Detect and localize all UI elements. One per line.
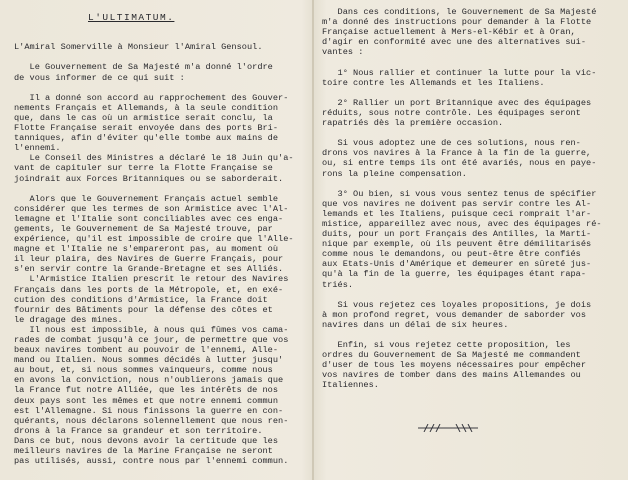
text-line: que, dans le cas où un armistice serait conclu, la bbox=[14, 112, 273, 123]
text-line: Alors que le Gouvernement Français actuel semble bbox=[14, 193, 279, 204]
text-line: triés. bbox=[322, 279, 354, 290]
text-line: le dragage des mines. bbox=[14, 314, 123, 325]
text-line: rons la pleine compensation. bbox=[322, 168, 467, 179]
text-line: Il a donné son accord au rapprochement des Gouver- bbox=[14, 92, 289, 103]
text-line bbox=[14, 83, 310, 93]
text-line: Français dans les ports de la Métropole, et, en exé- bbox=[14, 284, 284, 295]
text-line: ordres du Gouvernement de Sa Majesté me commandent bbox=[322, 350, 581, 361]
text-line: meilleurs navires de la Marine Française ne seront bbox=[14, 446, 273, 457]
text-line: cution des conditions d'Armistice, la France doit bbox=[14, 294, 268, 305]
text-line: Italiennes. bbox=[322, 380, 379, 391]
text-line: joindrait aux Forces Britanniques ou se saborderait. bbox=[14, 173, 284, 184]
text-line: d'user de tous les moyens nécessaires pour empêcher bbox=[322, 360, 587, 371]
page-fold bbox=[312, 0, 314, 480]
text-line: 2° Rallier un port Britannique avec des équipages bbox=[322, 97, 592, 108]
text-line: tanniques, afin d'éviter qu'elle tombe aux mains de bbox=[14, 133, 279, 144]
text-line: rades de combat jusqu'à ce jour, de permettre que vos bbox=[14, 335, 289, 345]
text-line: mistice, appareillez avec nous, avec des équipages ré- bbox=[322, 218, 602, 229]
text-line: lemagne et l'Italie sont conciliables avec ces enga- bbox=[14, 213, 284, 224]
text-line bbox=[322, 330, 622, 340]
text-line: en avons la conviction, nous n'oublierons jamais que bbox=[14, 375, 284, 386]
text-line: nique par exemple, où ils peuvent être démilitarisés bbox=[322, 239, 592, 250]
text-line: quérants, nous déclarons solennellement que nous ren- bbox=[14, 415, 289, 426]
text-line: qu'à la fin de la guerre, les équipages étant rapa- bbox=[322, 269, 587, 280]
text-line: aux Etats-Unis d'Amérique et demeurer en sûreté jus- bbox=[322, 259, 592, 270]
text-line: rapatriés dès la première occasion. bbox=[322, 118, 504, 129]
text-line: 1° Nous rallier et continuer la lutte pour la vic- bbox=[322, 67, 597, 78]
text-line: vant de capituler sur terre la Flotte Française se bbox=[14, 163, 273, 174]
text-line bbox=[322, 179, 622, 189]
text-line bbox=[14, 32, 310, 42]
closing-ornament-icon bbox=[418, 424, 478, 432]
text-line: 3° Ou bien, si vous vous sentez tenus de spécifier bbox=[322, 188, 597, 199]
text-line: ou, si entre temps ils ont été avariés, nous en paye- bbox=[322, 158, 597, 169]
text-line: Française actuellement à Mers-el-Kébir et à Oran, bbox=[322, 27, 576, 38]
text-line: navires dans un délai de six heures. bbox=[322, 319, 509, 330]
text-line bbox=[322, 290, 622, 300]
text-line: au bout, et, si nous sommes vainqueurs, comme nous bbox=[14, 365, 273, 376]
document-title: L'ULTIMATUM. bbox=[88, 12, 175, 23]
text-line: Dans ces conditions, le Gouvernement de Sa Majesté bbox=[322, 7, 597, 17]
text-line: vos navires de tomber dans des mains Allemandes ou bbox=[322, 370, 581, 381]
text-line: pas utilisés, aussi, contre nous par l'ennemi commun. bbox=[14, 456, 289, 467]
text-line: il leur plaira, des Navires de Guerre Français, pour bbox=[14, 254, 284, 265]
text-line: Enfin, si vous rejetez cette proposition, les bbox=[322, 340, 571, 351]
text-line bbox=[14, 12, 310, 22]
text-line bbox=[322, 57, 622, 67]
text-line bbox=[14, 22, 310, 32]
text-line: Si vous adoptez une de ces solutions, nous ren- bbox=[322, 138, 581, 149]
text-line bbox=[14, 184, 310, 194]
text-line: Il nous est impossible, à nous qui fûmes vos cama- bbox=[14, 324, 289, 335]
text-line: que vos navires ne doivent pas servir contre les Al- bbox=[322, 198, 592, 209]
text-line: Le Gouvernement de Sa Majesté m'a donné l'ordre bbox=[14, 62, 273, 73]
right-column bbox=[322, 7, 622, 391]
left-column bbox=[14, 12, 310, 466]
text-line: m'a donné des instructions pour demander à la Flotte bbox=[322, 17, 592, 28]
text-line: drons vos navires à la France à la fin de la guerre, bbox=[322, 148, 592, 159]
text-line: nements Français et Allemands, à la seule condition bbox=[14, 102, 279, 113]
text-line: beaux navires tombent au pouvoir de l'ennemi, Alle- bbox=[14, 345, 279, 356]
text-line: L'Armistice Italien prescrit le retour des Navires bbox=[14, 274, 289, 285]
text-line: considérer que les termes de son Armistice avec l'Al- bbox=[14, 203, 289, 214]
text-line: duits, pour un port Français des Antilles, la Marti- bbox=[322, 229, 592, 240]
text-line: Dans ce but, nous devons avoir la certitude que les bbox=[14, 435, 279, 446]
text-line: la France fut notre Alliée, que les intérêts de nos bbox=[14, 385, 279, 396]
text-line: de vous informer de ce qui suit : bbox=[14, 72, 185, 83]
text-line: expérience, qu'il est impossible de croire que l'Alle- bbox=[14, 234, 294, 245]
text-line: Flotte Française serait envoyée dans des ports Bri- bbox=[14, 123, 279, 134]
text-line bbox=[322, 88, 622, 98]
text-line: à mon profond regret, vous demander de saborder vos bbox=[322, 309, 587, 320]
text-line: L'Amiral Somerville à Monsieur l'Amiral Gensoul. bbox=[14, 42, 263, 53]
text-line: comme nous le demandons, ou peut-être être confiés bbox=[322, 249, 581, 260]
text-line: gements, le Gouvernement de Sa Majesté trouve, par bbox=[14, 223, 273, 234]
text-line: Si vous rejetez ces loyales propositions, je dois bbox=[322, 299, 592, 310]
text-line: fournir des Bâtiments pour la défense des côtes et bbox=[14, 304, 273, 315]
text-line: drons à la France sa grandeur et son territoire. bbox=[14, 425, 263, 436]
text-line: mand ou Italien. Nous sommes décidés à lutter jusqu' bbox=[14, 355, 284, 366]
text-line: deux pays sont les mêmes et que notre ennemi commun bbox=[14, 395, 279, 406]
text-line: vantes : bbox=[322, 47, 364, 58]
text-line: Le Conseil des Ministres a déclaré le 18 Juin qu'a- bbox=[14, 153, 294, 164]
text-line: l'ennemi. bbox=[14, 143, 61, 154]
text-line: s'en servir contre la Grande-Bretagne et ses Alliés. bbox=[14, 264, 284, 275]
text-line: toire contre les Allemands et les Italiens. bbox=[322, 77, 545, 88]
text-line: lemands et les Italiens, puisque ceci romprait l'ar- bbox=[322, 208, 592, 219]
text-line: est l'Allemagne. Si nous finissons la guerre en con- bbox=[14, 405, 284, 416]
text-line: magne et l'Italie ne s'empareront pas, au moment où bbox=[14, 244, 279, 255]
text-line bbox=[322, 128, 622, 138]
text-line: d'agir en conformité avec une des alternatives sui- bbox=[322, 37, 587, 48]
text-line bbox=[14, 52, 310, 62]
text-line: réduits, sous notre contrôle. Les équipages seront bbox=[322, 107, 581, 118]
